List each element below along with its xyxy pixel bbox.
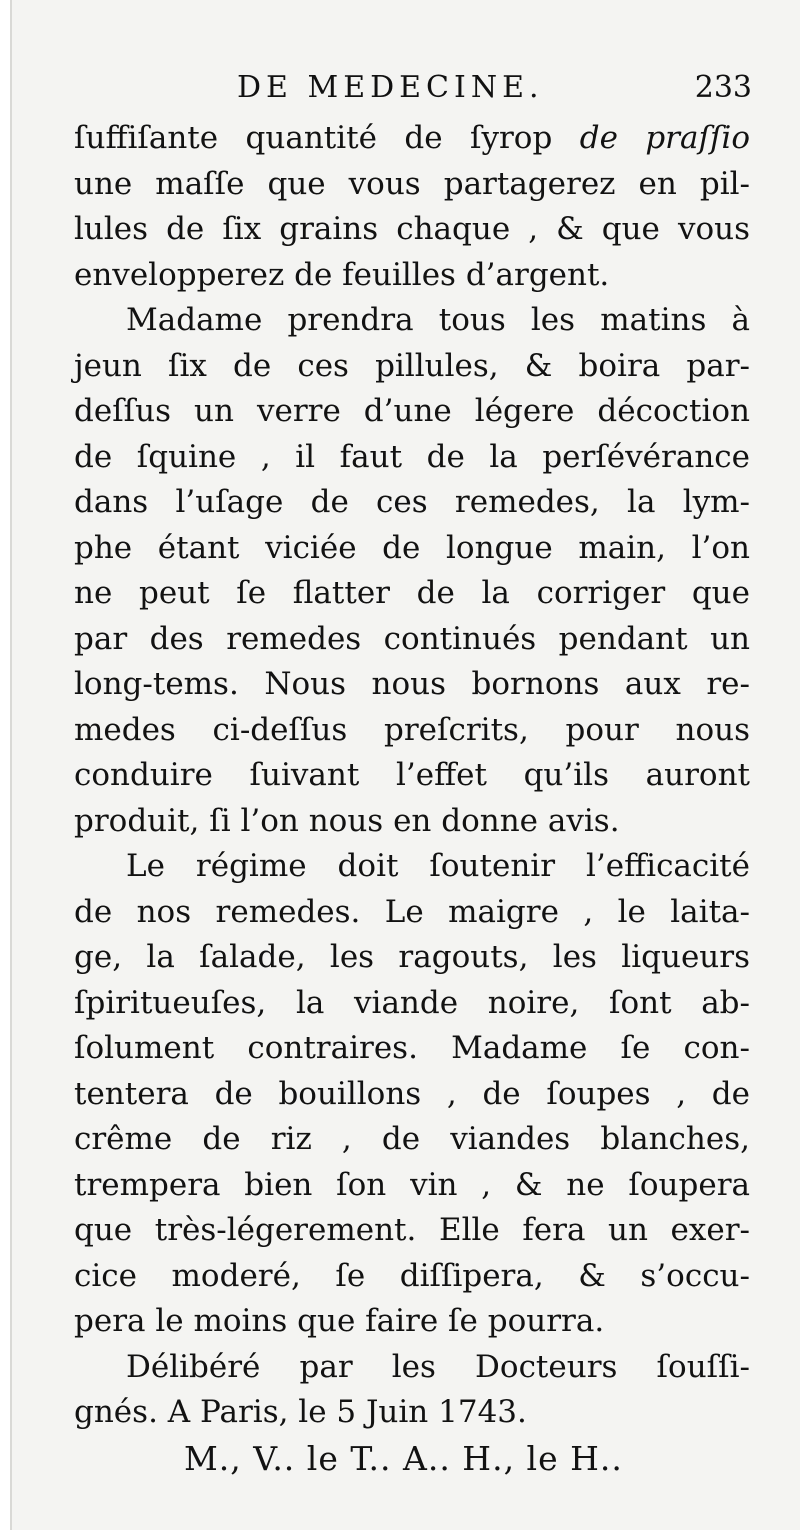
text-line: long-tems. Nous nous bornons aux re- [74,666,750,702]
text-line: que très-légerement. Elle fera un exer- [74,1212,750,1248]
signature-line: M., V.. le T.. A.. H., le H.. [184,1438,623,1478]
text-line: ſpiritueuſes, la viande noire, ſont ab- [74,984,750,1021]
text-line: ge, la ſalade, les ragouts, les liqueurs [74,939,750,975]
text-line: envelopperez de feuilles d’argent. [74,256,610,293]
text-line: une maſſe que vous partagerez en pil- [74,165,750,202]
page-number: 233 [694,70,752,105]
text-line: Délibéré par les Docteurs ſouſſi- [126,1348,750,1385]
text-line: phe étant viciée de longue main, l’on [74,529,750,566]
text-line: gnés. A Paris, le 5 Juin 1743. [74,1394,527,1430]
text-line: crême de riz , de viandes blanches, [74,1121,750,1157]
text-line: trempera bien ſon vin , & ne ſoupera [74,1166,750,1203]
text-line: ſolument contraires. Madame ſe con- [74,1030,750,1066]
text-line: produit, ſi l’on nous en donne avis. [74,802,620,839]
text-line: cice moderé, ſe diſſipera, & s’occu- [74,1257,750,1294]
text-line: de nos remedes. Le maigre , le laita- [74,893,750,930]
text-line: lules de ſix grains chaque , & que vous [74,211,750,247]
text-line: par des remedes continués pendant un [74,620,750,657]
text-line: de ſquine , il faut de la perſévérance [74,438,750,475]
page-header [237,70,752,115]
text-line: deſſus un verre d’une légere décoction [74,393,750,429]
text-line: pera le moins que faire ſe pourra. [74,1303,605,1339]
text-line: jeun ſix de ces pillules, & boira par- [74,347,750,384]
book-page [10,0,800,1530]
text-line: medes ci-deſſus preſcrits, pour nous [74,711,750,748]
text-line: tentera de bouillons , de ſoupes , de [74,1075,750,1112]
text-line: conduire ſuivant l’effet qu’ils auront [74,757,750,793]
running-title: DE MEDECINE. [237,70,544,105]
text-line: Le régime doit ſoutenir l’efficacité [126,848,750,884]
text-line: ne peut ſe flatter de la corriger que [74,575,750,611]
text-line: ſuffiſante quantité de ſyrop de praſſio [74,120,750,156]
text-line: dans l’uſage de ces remedes, la lym- [74,484,750,520]
text-line: Madame prendra tous les matins à [126,302,750,338]
body-text [74,116,750,1481]
